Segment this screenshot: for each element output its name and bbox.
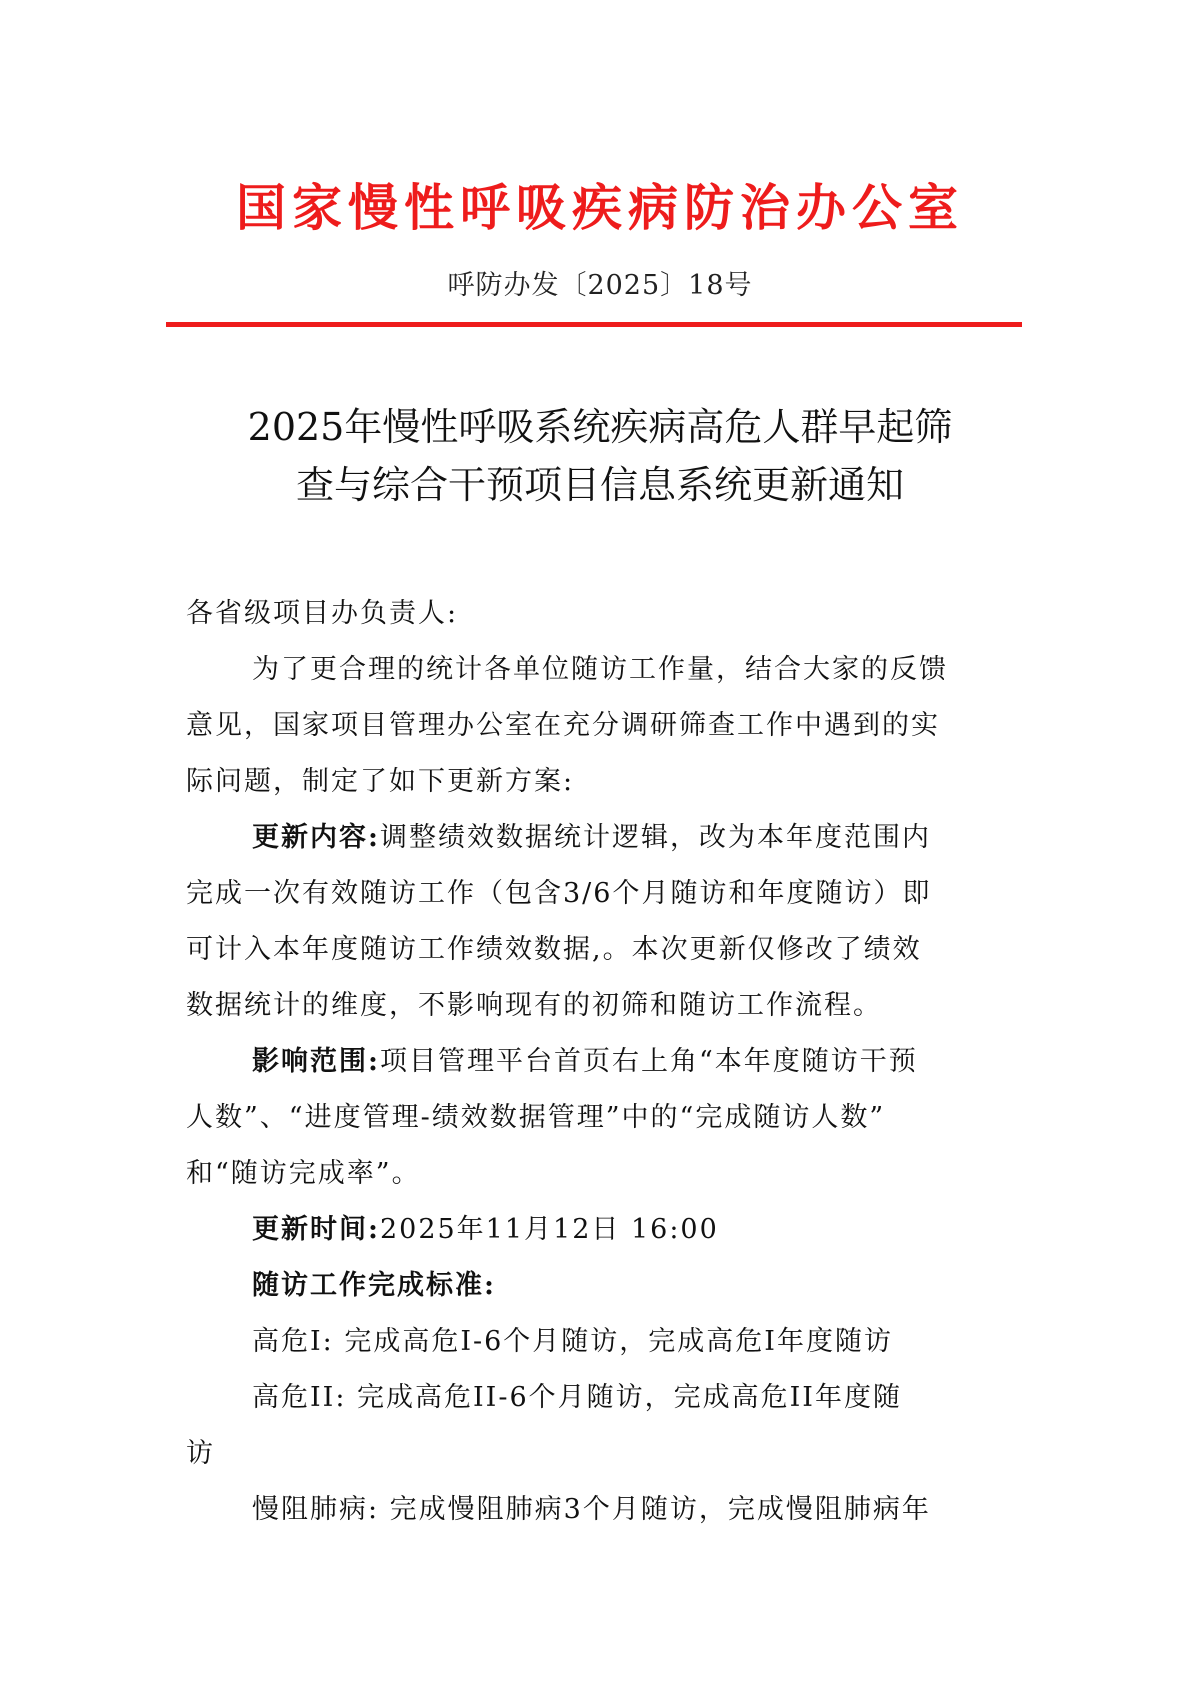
criteria-item-high-risk-2-cont: 访 [186, 1438, 215, 1469]
update-time-value: 2025年11月12日 16:00 [379, 1214, 719, 1245]
impact-scope-line: 和“随访完成率”。 [186, 1158, 421, 1189]
impact-scope-line: 人数”、“进度管理-绩效数据管理”中的“完成随访人数” [186, 1102, 886, 1133]
document-body [186, 586, 1026, 1538]
salutation: 各省级项目办负责人: [186, 598, 459, 629]
intro-line-1: 为了更合理的统计各单位随访工作量，结合大家的反馈 [252, 654, 948, 685]
intro-line-2: 意见，国家项目管理办公室在充分调研筛查工作中遇到的实 [186, 710, 940, 741]
red-divider [166, 322, 1022, 327]
update-content-paragraph [186, 810, 1026, 866]
title-line-2: 查与综合干预项目信息系统更新通知 [295, 463, 904, 507]
update-time-paragraph [186, 1202, 1026, 1258]
intro-line-3: 际问题，制定了如下更新方案: [186, 766, 575, 797]
impact-scope-label: 影响范围: [252, 1046, 380, 1077]
title-line-1: 2025年慢性呼吸系统疾病高危人群早起筛 [247, 405, 953, 449]
update-content-line: 可计入本年度随访工作绩效数据,。本次更新仅修改了绩效 [186, 934, 922, 965]
update-content-line: 数据统计的维度，不影响现有的初筛和随访工作流程。 [186, 990, 882, 1021]
document-number: 呼防办发〔2025〕18号 [447, 270, 753, 301]
criteria-item-high-risk-2: 高危II: 完成高危II-6个月随访，完成高危II年度随 [252, 1382, 902, 1413]
org-title: 国家慢性呼吸疾病防治办公室 [236, 179, 964, 237]
impact-scope-paragraph [186, 1034, 1026, 1090]
update-content-line: 完成一次有效随访工作（包含3/6个月随访和年度随访）即 [186, 878, 932, 909]
criteria-heading: 随访工作完成标准: [252, 1270, 496, 1301]
criteria-item-copd: 慢阻肺病: 完成慢阻肺病3个月随访，完成慢阻肺病年 [252, 1494, 931, 1525]
update-time-label: 更新时间: [252, 1214, 380, 1245]
update-content-label: 更新内容: [252, 822, 380, 853]
impact-scope-text: 项目管理平台首页右上角“本年度随访干预 [379, 1046, 918, 1077]
update-content-text: 调整绩效数据统计逻辑，改为本年度范围内 [379, 822, 931, 853]
document-title [150, 398, 1050, 514]
criteria-item-high-risk-1: 高危I: 完成高危I-6个月随访，完成高危I年度随访 [252, 1326, 893, 1357]
